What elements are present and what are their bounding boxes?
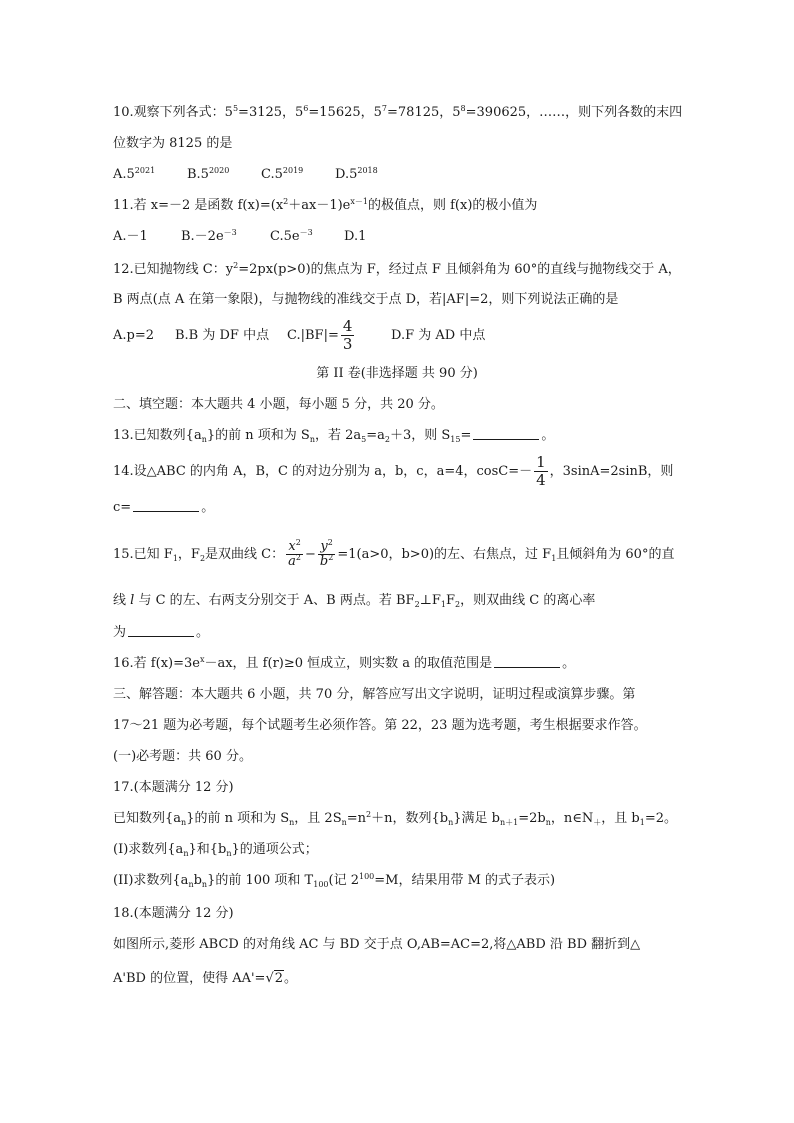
q15-answer-blank [128, 624, 194, 637]
q10-line-2: 位数字为 8125 的是 [113, 136, 233, 151]
q11-option-d: D.1 [344, 229, 367, 244]
q17-stem: 已知数列$\{a_n\}$的前 n 项和为 $S_n$，且 $2S_n=n^2+n$，数列$\{b_n\}$满足 $b_{n+1}=2b_n$，$n\in N_+$，且 $b_1=2$。 [113, 810, 677, 827]
q15-fraction-x: $\frac{x^2}{a^2}$ [288, 538, 301, 569]
q17-part-1: (I)求数列$\{a_n\}$和$\{b_n\}$的通项公式； [113, 842, 318, 858]
q14-line-2: c= 。 [113, 500, 215, 515]
q10-option-c: $C.5^{2019}$ [261, 166, 304, 182]
q12-option-d: D.F 为 AD 中点 [391, 328, 486, 343]
part-3-heading-line-2: 17～21 题为必考题，每个试题考生必须作答。第 22，23 题为选考题，考生根据要求作答。 [113, 718, 647, 733]
q12-option-c: C.|BF|= $\frac{4}{3}$ [287, 317, 353, 353]
part-3-heading-line-1: 三、解答题：本大题共 6 小题，共 70 分，解答应写出文字说明，证明过程或演算步骤。第 [113, 687, 636, 702]
q14-line-1: 14.设△ABC 的内角 A，B，C 的对边分别为 a，b，c，a=4，cosC=－ $\frac{1}{4}$ ，3sinA=2sinB，则 [113, 453, 674, 489]
q11-stem: 11.若 x=－2 是函数 $f(x)=(x^2+ax-1)e^{x-1}$的极值点，则 f(x)的极小值为 [113, 197, 538, 213]
q12-option-a: A.p=2 [113, 328, 155, 343]
q15-fraction-y: $\frac{y^2}{b^2}$ [319, 538, 334, 569]
q10-option-b: $B.5^{2020}$ [187, 166, 230, 182]
q12-fraction: $\frac{4}{3}$ [342, 317, 353, 353]
q18-line-1: 如图所示,菱形 ABCD 的对角线 AC 与 BD 交于点 O,AB=AC=2,将△ABD 沿 BD 翻折到△ [113, 937, 641, 952]
q15-line-3: 为 。 [113, 625, 210, 640]
part-2-heading: 二、填空题：本大题共 4 小题，每小题 5 分，共 20 分。 [113, 397, 444, 412]
q16-stem: 16.若 $f(x)=3e^x-ax$，且 f(r)≥0 恒成立，则实数 a 的取值范围是 。 [113, 655, 576, 671]
q13-stem: 13.已知数列$\{a_n\}$的前 n 项和为 $S_n$，若 $2a_5=a_2+3$，则 $S_{15}=$ 。 [113, 428, 555, 444]
q11-option-c: $C.5e^{-3}$ [270, 228, 313, 244]
q12-line-1: 12.已知抛物线 C：$y^2=2px(p>0)$的焦点为 F，经过点 F 且倾斜角为 60°的直线与抛物线交于 A， [113, 261, 681, 277]
part-3-required-note: (一)必考题：共 60 分。 [113, 749, 252, 764]
q12-option-b: B.B 为 DF 中点 [175, 328, 270, 343]
q14-fraction: $\frac{1}{4}$ [536, 453, 546, 489]
q12-line-2: B 两点(点 A 在第一象限)，与抛物线的准线交于点 D，若|AF|=2，则下列说法正确的是 [113, 292, 619, 307]
q10-option-d: $D.5^{2018}$ [335, 166, 378, 182]
sqrt-symbol: √2 [265, 971, 284, 986]
q10-option-a: $A.5^{2021}$ [113, 166, 156, 182]
q13-answer-blank [473, 427, 539, 440]
q12-options [113, 316, 485, 356]
q11-options [113, 228, 366, 246]
q18-header: 18.(本题满分 12 分) [113, 906, 234, 921]
q10-options [113, 166, 378, 184]
section-2-title: 第 II 卷(非选择题 共 90 分) [316, 366, 478, 381]
q15-line-2: 线 l 与 C 的左、右两支分别交于 A、B 两点。若 $BF_2\perp F_1F_2$，则双曲线 C 的离心率 [113, 593, 596, 609]
q10-line-1: 10.观察下列各式：$5^5=3125$，$5^6=15625$，$5^7=78125$，$5^8=390625$，……，则下列各数的末四 [113, 104, 683, 120]
q11-option-b: $B.-2e^{-3}$ [181, 228, 237, 244]
q15-line-1: 15.已知 $F_1$，$F_2$是双曲线 C： $\frac{x^2}{a^2}$ − $\frac{y^2}{b^2}$ =1(a>0，b>0)的左、右焦点，过 $F_1$且倾斜角为 60°的直 [113, 538, 675, 569]
q11-option-a: A.－1 [113, 229, 148, 244]
q14-answer-blank [133, 499, 199, 512]
q16-answer-blank [494, 655, 560, 668]
q17-part-2: (II)求数列$\{a_nb_n\}$的前 100 项和 $T_{100}$(记 $2^{100}=M$，结果用带 M 的式子表示) [113, 872, 556, 889]
q18-line-2: A'BD 的位置，使得 AA'=√2。 [113, 971, 298, 986]
q17-header: 17.(本题满分 12 分) [113, 780, 234, 795]
